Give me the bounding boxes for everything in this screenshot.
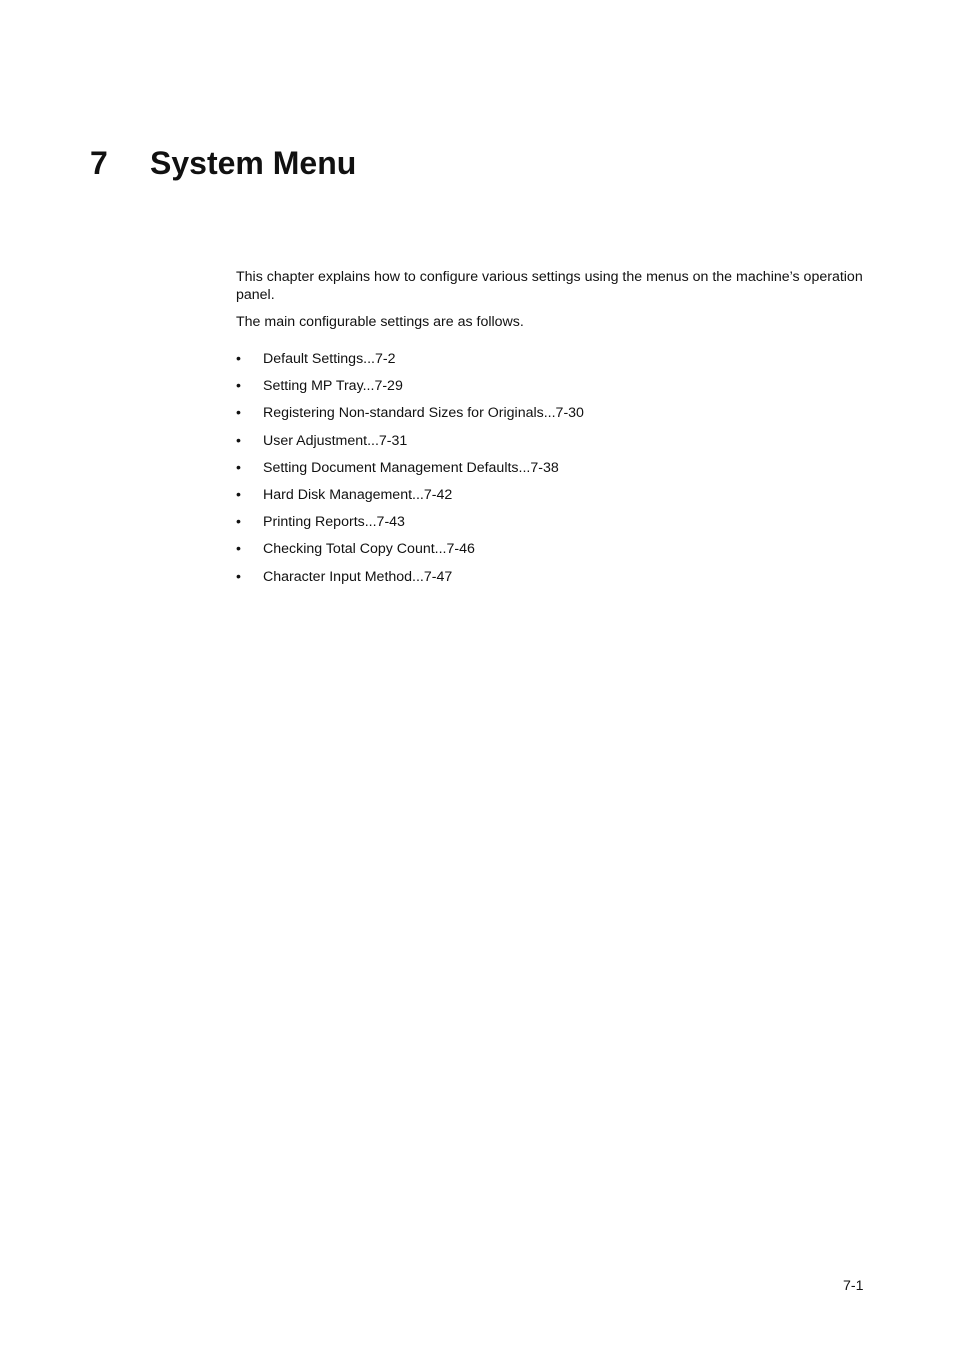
- bullet-icon: •: [236, 514, 241, 531]
- chapter-heading: [90, 143, 356, 183]
- page-number: 7-1: [843, 1278, 864, 1294]
- list-item-text: Default Settings...7-2: [263, 351, 396, 367]
- list-item-text: Printing Reports...7-43: [263, 514, 405, 531]
- bullet-icon: •: [236, 459, 241, 476]
- list-item-text: Hard Disk Management...7-42: [263, 486, 453, 503]
- list-item: [236, 513, 876, 540]
- list-item-text: Registering Non-standard Sizes for Originals...7-30: [263, 405, 584, 422]
- list-item: [236, 350, 876, 377]
- list-item: [236, 404, 876, 431]
- list-item: [236, 432, 876, 459]
- list-item-text: User Adjustment...7-31: [263, 432, 408, 449]
- bullet-icon: •: [236, 541, 241, 558]
- intro-list-lead: The main configurable settings are as follows.: [236, 314, 524, 330]
- intro-paragraph: This chapter explains how to configure various settings using the menus on the machine’s operation panel.: [236, 269, 863, 303]
- chapter-number: 7: [90, 145, 108, 181]
- list-item-text: Checking Total Copy Count...7-46: [263, 541, 475, 558]
- bullet-icon: •: [236, 432, 241, 449]
- bullet-icon: •: [236, 486, 241, 503]
- chapter-title: System Menu: [150, 145, 357, 181]
- list-item-text: Character Input Method...7-47: [263, 568, 453, 585]
- list-item: [236, 486, 876, 513]
- list-item: [236, 568, 876, 595]
- bullet-icon: •: [236, 568, 241, 585]
- bullet-icon: •: [236, 351, 241, 367]
- list-item: [236, 540, 876, 567]
- list-item-text: Setting MP Tray...7-29: [263, 378, 403, 395]
- topic-list: [236, 350, 876, 595]
- list-item: [236, 459, 876, 486]
- bullet-icon: •: [236, 378, 241, 395]
- list-item-text: Setting Document Management Defaults...7-38: [263, 459, 559, 476]
- list-item: [236, 377, 876, 404]
- chapter-introduction: [236, 268, 876, 595]
- bullet-icon: •: [236, 405, 241, 422]
